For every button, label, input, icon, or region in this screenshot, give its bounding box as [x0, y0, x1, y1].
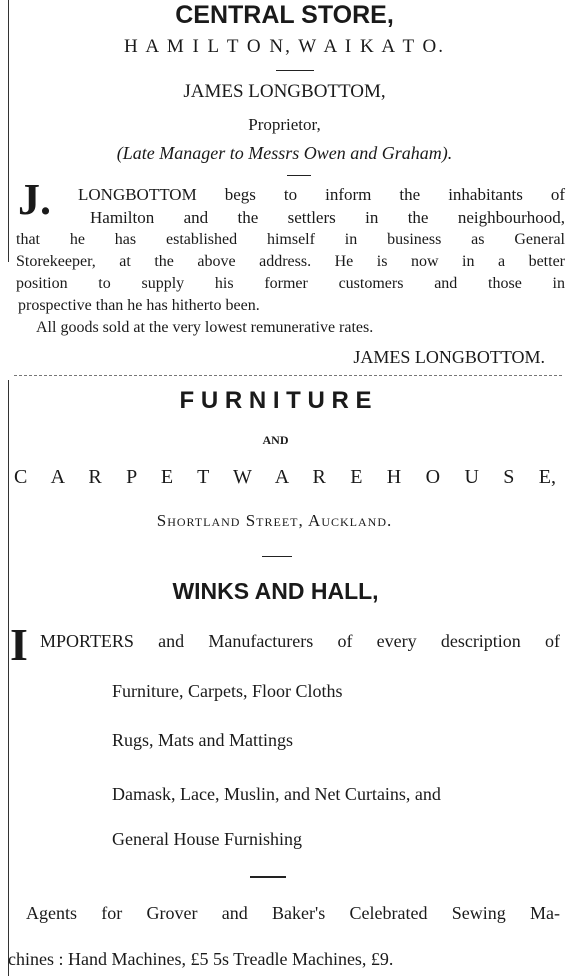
body-line: Storekeeper, at the above address. He is now in a better: [16, 253, 565, 270]
list-item: General House Furnishing: [112, 829, 302, 849]
ad-heading: F U R N I T U R E: [179, 387, 372, 414]
drop-capital: I: [10, 619, 28, 670]
ad-address: Shortland Street, Auckland.: [156, 511, 393, 530]
ad-title: CENTRAL STORE,: [175, 1, 394, 29]
proprietor-role: Proprietor,: [248, 115, 321, 134]
column-rule-bottom: [8, 380, 9, 976]
ad-location: H A M I L T O N, W A I K A T O.: [123, 36, 445, 57]
ad-conjunction: AND: [262, 433, 289, 447]
firm-name: WINKS AND HALL,: [172, 578, 379, 604]
drop-capital: J.: [18, 175, 51, 224]
body-line: All goods sold at the very lowest remunerative rates.: [36, 319, 374, 336]
list-item: Rugs, Mats and Mattings: [112, 730, 294, 750]
short-rule: [287, 175, 311, 176]
body-line: that he has established himself in business as General: [16, 231, 565, 248]
intro-line: MPORTERS and Manufacturers of every description of: [40, 631, 560, 651]
agents-line: chines : Hand Machines, £5 5s Treadle Machines, £9.: [8, 949, 394, 969]
body-line: LONGBOTTOM begs to inform the inhabitants of: [78, 185, 565, 204]
former-role: (Late Manager to Messrs Owen and Graham).: [116, 143, 453, 163]
body-line: Hamilton and the settlers in the neighbourhood,: [90, 208, 565, 227]
short-rule: [250, 876, 286, 878]
short-rule: [276, 70, 314, 71]
agents-line: Agents for Grover and Baker's Celebrated Sewing Ma-: [26, 903, 560, 923]
list-item: Damask, Lace, Muslin, and Net Curtains, and: [112, 784, 441, 804]
section-divider: [14, 375, 562, 376]
body-line: position to supply his former customers and those in: [16, 275, 565, 292]
ad-subheading: C A R P E T W A R E H O U S E,: [14, 466, 556, 488]
signature: JAMES LONGBOTTOM.: [353, 347, 545, 367]
proprietor-name: JAMES LONGBOTTOM,: [183, 81, 386, 102]
short-rule: [262, 556, 292, 557]
body-line: prospective than he has hitherto been.: [18, 297, 260, 314]
list-item: Furniture, Carpets, Floor Cloths: [112, 681, 343, 701]
